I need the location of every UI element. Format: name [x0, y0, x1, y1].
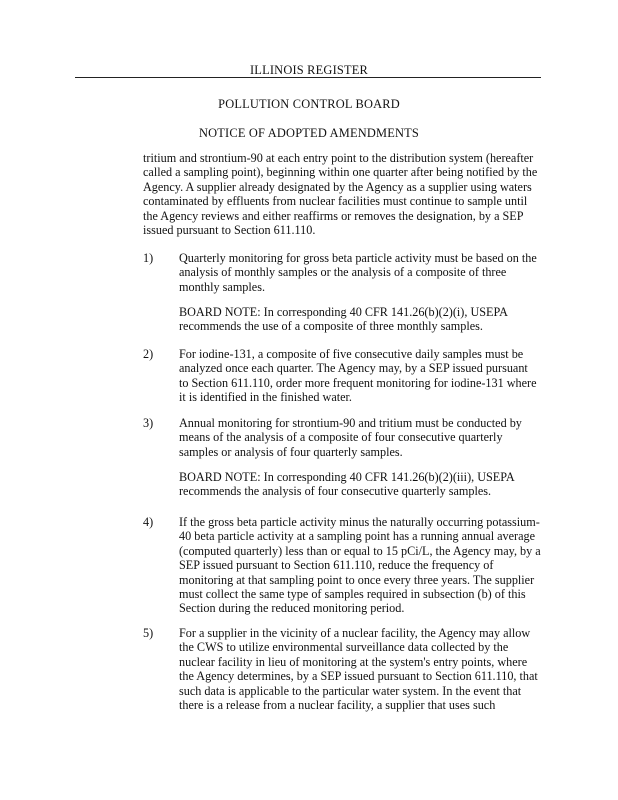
note-line: BOARD NOTE: In corresponding 40 CFR 141.26(b)(2)(i), USEPA [179, 305, 508, 319]
item-line: nuclear facility in lieu of monitoring at the system's entry points, where [179, 654, 528, 669]
item-line: the CWS to utilize environmental surveillance data collected by the [179, 640, 509, 655]
item-number: 5) [143, 626, 154, 640]
note-line: recommends the analysis of four consecutive quarterly samples. [179, 484, 492, 499]
item-number: 1) [143, 251, 154, 265]
intro-line: contaminated by effluents from nuclear facilities must continue to sample until [143, 194, 528, 209]
item-number: 4) [143, 515, 154, 529]
item-line: samples or analysis of four quarterly samples. [179, 444, 403, 459]
register-title [0, 63, 618, 78]
item-paragraph [179, 515, 541, 616]
intro-line: Agency. A supplier already designated by the Agency as a supplier using waters [143, 179, 532, 194]
item-line: there is a release from a nuclear facility, a supplier that uses such [179, 698, 496, 713]
item-line: For a supplier in the vicinity of a nuclear facility, the Agency may allow [179, 626, 531, 640]
item-number: 2) [143, 347, 154, 361]
item-line: (computed quarterly) less than or equal to 15 pCi/L, the Agency may, by a [179, 543, 541, 558]
item-line: the Agency determines, by a SEP issued pursuant to Section 611.110, that [179, 669, 538, 684]
item-line: such data is applicable to the particular water system. In the event that [179, 683, 522, 698]
item-line: Annual monitoring for strontium-90 and tritium must be conducted by [179, 416, 522, 430]
notice-title: NOTICE OF ADOPTED AMENDMENTS [198, 126, 420, 140]
board-note [179, 305, 541, 334]
header-rule [75, 77, 541, 78]
item-line: monthly samples. [179, 279, 265, 294]
intro-paragraph [143, 151, 543, 237]
item-line: monitoring at that sampling point to once every three years. The supplier [179, 572, 535, 587]
note-line: BOARD NOTE: In corresponding 40 CFR 141.26(b)(2)(iii), USEPA [179, 470, 515, 484]
register-title-text: ILLINOIS REGISTER [249, 63, 368, 77]
item-line: Section during the reduced monitoring period. [179, 601, 405, 616]
item-line: SEP issued pursuant to Section 611.110, reduce the frequency of [179, 558, 494, 573]
item-paragraph [179, 251, 541, 294]
note-line: recommends the use of a composite of three monthly samples. [179, 319, 483, 334]
intro-line: issued pursuant to Section 611.110. [143, 223, 316, 238]
item-line: must collect the same type of samples required in subsection (b) of this [179, 587, 526, 602]
item-line: it is identified in the finished water. [179, 390, 352, 405]
item-paragraph [179, 416, 541, 459]
intro-line: called a sampling point), beginning within one quarter after being notified by the [143, 165, 538, 180]
item-line: Quarterly monitoring for gross beta particle activity must be based on the [179, 251, 537, 265]
intro-line: tritium and strontium-90 at each entry point to the distribution system (hereafter [143, 151, 534, 165]
item-number: 3) [143, 416, 154, 430]
item-line: analysis of monthly samples or the analysis of a composite of three [179, 265, 507, 280]
board-note [179, 470, 541, 499]
item-line: 40 beta particle activity at a sampling point has a running annual average [179, 529, 536, 544]
item-line: For iodine-131, a composite of five consecutive daily samples must be [179, 347, 524, 361]
item-line: to Section 611.110, order more frequent monitoring for iodine-131 where [179, 375, 537, 390]
board-title: POLLUTION CONTROL BOARD [218, 97, 400, 111]
item-paragraph [179, 626, 541, 712]
item-line: means of the analysis of a composite of four consecutive quarterly [179, 430, 503, 445]
item-line: analyzed once each quarter. The Agency may, by a SEP issued pursuant [179, 361, 528, 376]
item-paragraph [179, 347, 541, 405]
intro-line: the Agency reviews and either reaffirms or removes the designation, by a SEP [143, 208, 524, 223]
item-line: If the gross beta particle activity minus the naturally occurring potassium- [179, 515, 540, 529]
